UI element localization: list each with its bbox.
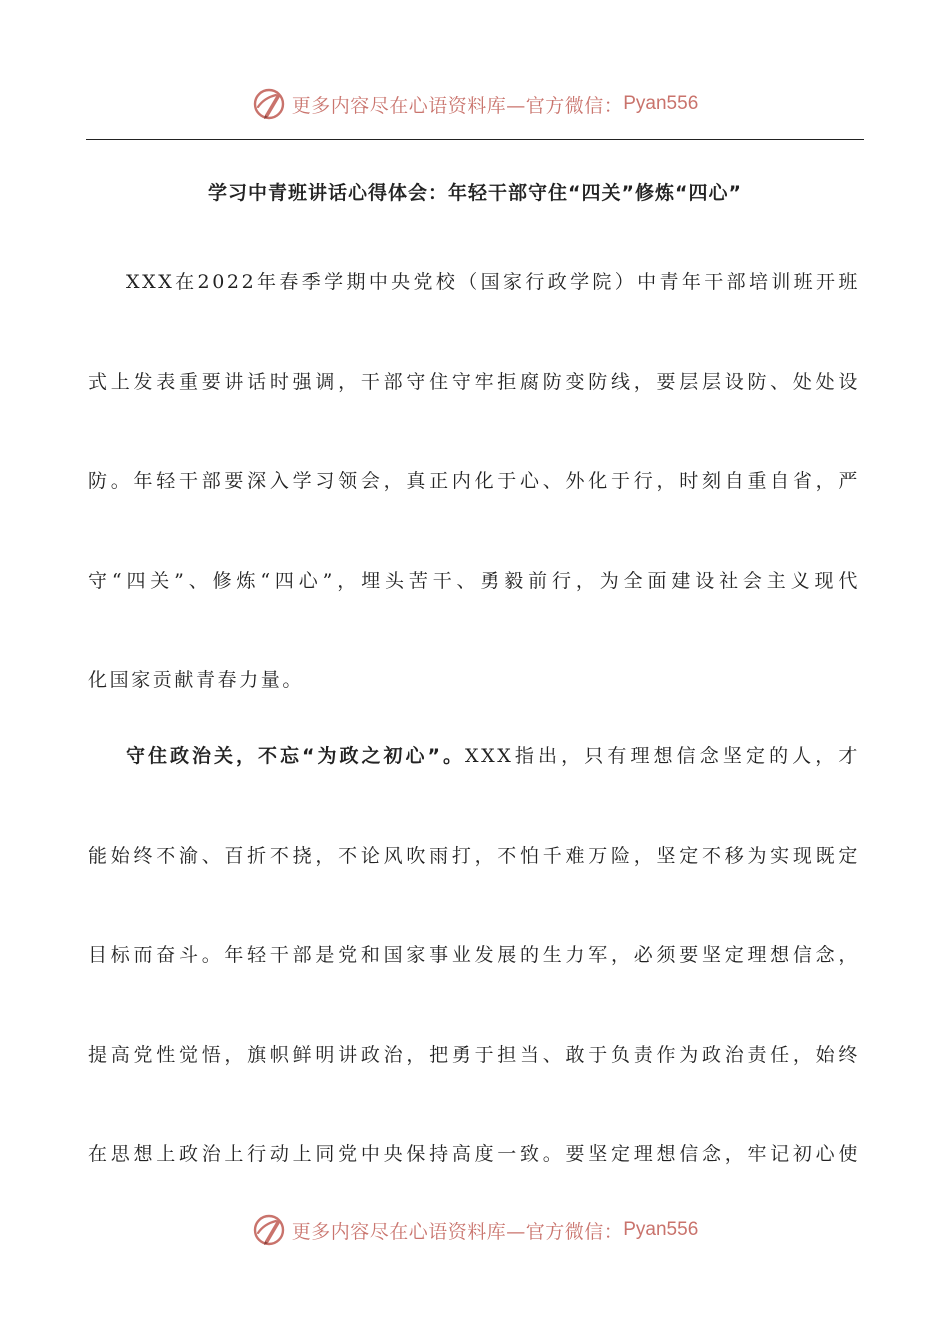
footer-banner-wechat-id: Pyan556 (623, 1219, 699, 1240)
header-banner-text: 更多内容尽在心语资料库—官方微信： (291, 94, 624, 117)
paragraph-2-line-1 (126, 741, 860, 771)
pen-logo-icon (252, 1213, 286, 1247)
header-banner-wechat-id: Pyan556 (623, 93, 699, 114)
paragraph-1-line-2: 式上发表重要讲话时强调，干部守住守牢拒腐防变防线，要层层设防、处处设 (88, 371, 860, 393)
paragraph-1-line-5: 化国家贡献青春力量。 (88, 669, 305, 691)
header-rule (86, 139, 864, 140)
footer-banner-text: 更多内容尽在心语资料库—官方微信： (291, 1220, 624, 1243)
paragraph-2-line-1-rest: XXX指出，只有理想信念坚定的人，才 (465, 745, 860, 767)
paragraph-1-line-4: 守“四关”、修炼“四心”，埋头苦干、勇毅前行，为全面建设社会主义现代 (88, 570, 860, 592)
paragraph-1-line-1: XXX在2022年春季学期中央党校（国家行政学院）中青年干部培训班开班 (126, 271, 860, 293)
paragraph-2-lead: 守住政治关，不忘“为政之初心”。 (126, 745, 466, 767)
header-banner (0, 82, 950, 126)
paragraph-2-line-4: 提高党性觉悟，旗帜鲜明讲政治，把勇于担当、敢于负责作为政治责任，始终 (88, 1044, 860, 1066)
paragraph-1-line-3: 防。年轻干部要深入学习领会，真正内化于心、外化于行，时刻自重自省，严 (88, 470, 860, 492)
paragraph-2-line-2: 能始终不渝、百折不挠，不论风吹雨打，不怕千难万险，坚定不移为实现既定 (88, 845, 860, 867)
paragraph-2-line-5: 在思想上政治上行动上同党中央保持高度一致。要坚定理想信念，牢记初心使 (88, 1143, 860, 1165)
paragraph-2-line-3: 目标而奋斗。年轻干部是党和国家事业发展的生力军，必须要坚定理想信念， (88, 944, 860, 966)
footer-banner (0, 1208, 950, 1252)
pen-logo-icon (252, 87, 286, 121)
document-title: 学习中青班讲话心得体会：年轻干部守住“四关”修炼“四心” (208, 182, 742, 204)
